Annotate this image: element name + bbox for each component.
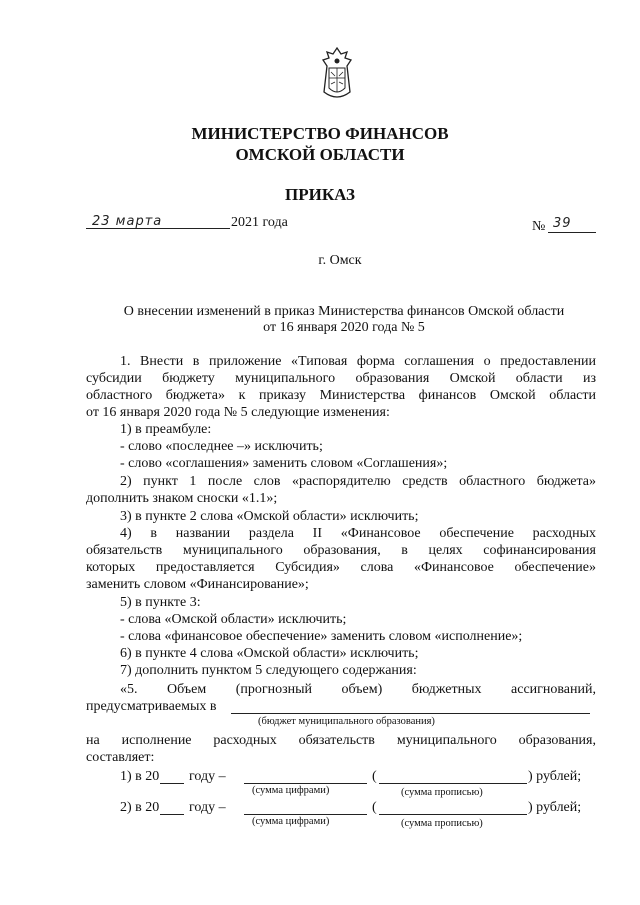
item4-line3: которых предоставляется Субсидия» слова «Финансовое обеспечение» (86, 560, 596, 575)
item4-line4: заменить словом «Финансирование»; (86, 577, 309, 592)
date-handwritten: 23 марта (92, 214, 163, 229)
row1-year-blank (160, 783, 184, 784)
org-name-line1: МИНИСТЕРСТВО ФИНАНСОВ (191, 124, 449, 143)
row2-year-word: году – (189, 800, 226, 815)
org-name-line2: ОМСКОЙ ОБЛАСТИ (235, 145, 405, 164)
quote-line4: составляет: (86, 750, 155, 765)
item7: 7) дополнить пунктом 5 следующего содержания: (120, 663, 417, 678)
item4-line2: обязательств муниципального образования, в целях софинансирования (86, 543, 596, 558)
subject-line1: О внесении изменений в приказ Министерства финансов Омской области (123, 304, 565, 319)
row2-digits-blank (244, 814, 367, 815)
row2-label: 2) в 20 (120, 800, 160, 815)
row2-paren-open: ( (372, 800, 377, 815)
doc-type: ПРИКАЗ (285, 185, 355, 204)
row1-caption-words: (сумма прописью) (401, 787, 483, 798)
row2-paren-close: ) рублей; (528, 800, 582, 815)
row1-year-word: году – (189, 769, 226, 784)
number-handwritten: 39 (553, 216, 572, 231)
item5a: - слова «Омской области» исключить; (120, 612, 347, 627)
subject-line2: от 16 января 2020 года № 5 (263, 320, 425, 335)
budget-blank-line (231, 713, 590, 714)
row2-caption-digits: (сумма цифрами) (252, 816, 330, 827)
quote-line1: «5. Объем (прогнозный объем) бюджетных ассигнований, (120, 682, 596, 697)
budget-caption: (бюджет муниципального образования) (258, 716, 435, 727)
para1-line3: областного бюджета» к приказу Министерства финансов Омской области (86, 388, 596, 403)
item4-line1: 4) в названии раздела II «Финансовое обеспечение расходных (120, 526, 596, 541)
item2-line2: дополнить знаком сноски «1.1»; (86, 491, 278, 506)
date-underline (86, 228, 230, 229)
item5b: - слова «финансовое обеспечение» заменить словом «исполнение»; (120, 629, 523, 644)
para1-line4: от 16 января 2020 года № 5 следующие изменения: (86, 405, 390, 420)
item1: 1) в преамбуле: (120, 422, 212, 437)
row1-words-blank (379, 783, 527, 784)
item5: 5) в пункте 3: (120, 595, 201, 610)
row1-paren-open: ( (372, 769, 377, 784)
coat-of-arms-icon (317, 46, 357, 104)
row2-year-blank (160, 814, 184, 815)
number-sign: № (532, 219, 546, 234)
row1-label: 1) в 20 (120, 769, 160, 784)
quote-line3: на исполнение расходных обязательств муниципального образования, (86, 733, 596, 748)
para1-line1: 1. Внести в приложение «Типовая форма соглашения о предоставлении (120, 354, 596, 369)
item6: 6) в пункте 4 слова «Омской области» исключить; (120, 646, 419, 661)
item2-line1: 2) пункт 1 после слов «распорядителю средств областного бюджета» (120, 474, 596, 489)
row2-caption-words: (сумма прописью) (401, 818, 483, 829)
quote-line2: предусматриваемых в (86, 699, 217, 714)
date-year: 2021 года (231, 215, 288, 230)
number-underline (548, 232, 596, 233)
city: г. Омск (318, 253, 362, 268)
item1b: - слово «соглашения» заменить словом «Соглашения»; (120, 456, 448, 471)
item1a: - слово «последнее –» исключить; (120, 439, 323, 454)
row2-words-blank (379, 814, 527, 815)
item3: 3) в пункте 2 слова «Омской области» исключить; (120, 509, 419, 524)
para1-line2: субсидии бюджету муниципального образования Омской области из (86, 371, 596, 386)
row1-caption-digits: (сумма цифрами) (252, 785, 330, 796)
row1-paren-close: ) рублей; (528, 769, 582, 784)
row1-digits-blank (244, 783, 367, 784)
